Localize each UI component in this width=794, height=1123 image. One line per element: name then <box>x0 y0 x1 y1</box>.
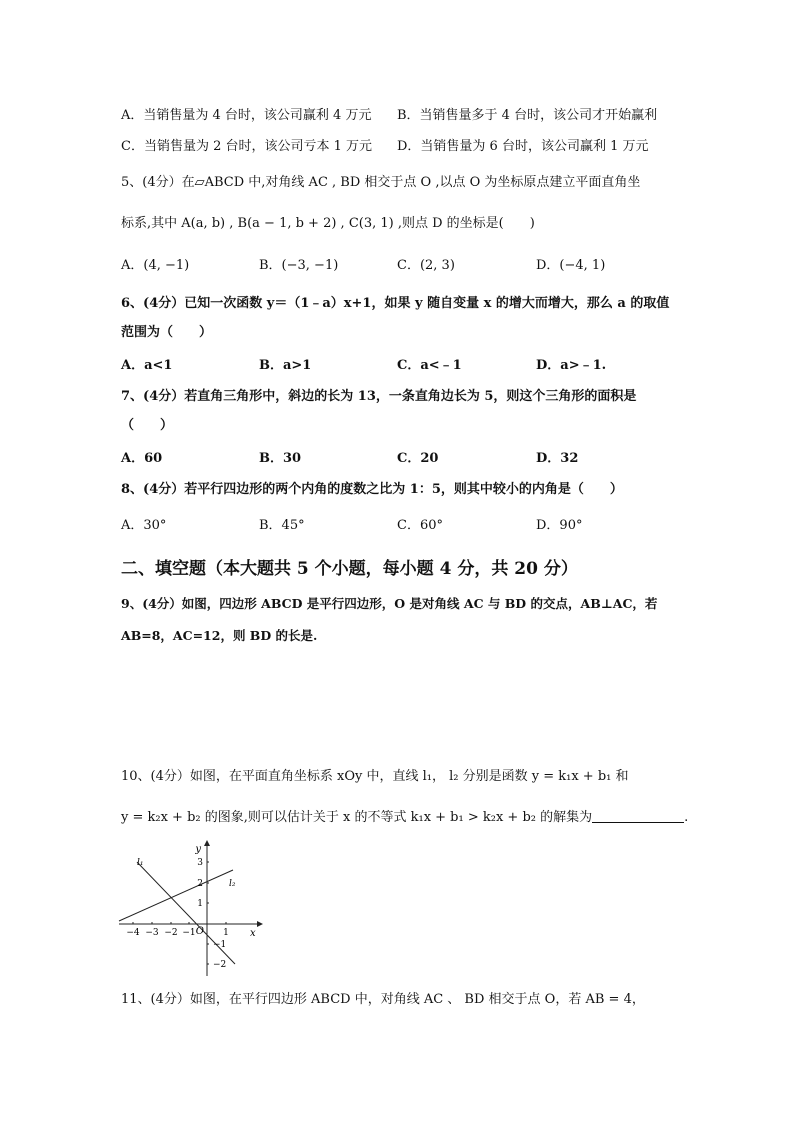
line-l1-label: l₁ <box>137 858 144 868</box>
q6-stem-line2: 范围为（ ） <box>121 325 213 340</box>
q5-option-b: B．(−3, −1) <box>259 258 339 273</box>
section-heading: 二、填空题（本大题共 5 个小题，每小题 4 分，共 20 分） <box>121 559 578 579</box>
q6-option-d: D．a>﹣1. <box>536 358 607 373</box>
line-l2-label: l₂ <box>229 879 236 889</box>
q5-option-d: D．(−4, 1) <box>536 258 606 273</box>
coordinate-graph <box>115 838 265 978</box>
q7-stem-line1: 7、(4分）若直角三角形中，斜边的长为 13，一条直角边长为 5，则这个三角形的面积是 <box>121 389 637 404</box>
q10-stem-line1: 10、(4分）如图，在平面直角坐标系 xOy 中，直线 l₁， l₂ 分别是函数 y = k₁x + b₁ 和 <box>121 769 629 784</box>
q8-option-a: A．30° <box>121 518 167 533</box>
q8-option-c: C．60° <box>397 518 443 533</box>
q10-stem-line2 <box>121 806 688 825</box>
q7-option-b: B．30 <box>259 451 302 466</box>
q8-stem-line1: 8、(4分）若平行四边形的两个内角的度数之比为 1：5，则其中较小的内角是（ ） <box>121 482 623 497</box>
y-tick-label: 3 <box>197 858 203 868</box>
x-tick-label: −2 <box>164 928 178 938</box>
x-tick-label: −1 <box>182 928 196 938</box>
q8-option-b: B．45° <box>259 518 305 533</box>
y-tick-label: 1 <box>197 899 203 909</box>
line-l2 <box>119 870 233 921</box>
q5-option-a: A．(4, −1) <box>121 258 190 273</box>
x-tick-label: −4 <box>126 928 140 938</box>
y-axis-label: y <box>195 844 201 855</box>
q5-option-c: C．(2, 3) <box>397 258 455 273</box>
q4-option-a: A．当销售量为 4 台时，该公司赢利 4 万元 <box>121 108 372 123</box>
q10-line2-period: . <box>684 810 689 825</box>
q4-option-d: D．当销售量为 6 台时，该公司赢利 1 万元 <box>397 139 649 154</box>
answer-blank[interactable] <box>592 810 684 823</box>
q11-stem-line1: 11、(4分）如图，在平行四边形 ABCD 中，对角线 AC 、 BD 相交于点 O，若 AB = 4， <box>121 992 645 1007</box>
q8-option-d: D．90° <box>536 518 583 533</box>
x-tick-label: 1 <box>223 928 229 938</box>
y-tick-label: −1 <box>213 940 227 950</box>
q5-stem-line2: 标系,其中 A(a, b) , B(a − 1, b + 2) , C(3, 1) ,则点 D 的坐标是( ) <box>121 216 535 231</box>
y-tick-label: 2 <box>197 879 203 889</box>
q6-option-b: B．a>1 <box>259 358 312 373</box>
q6-stem-line1: 6、(4分）已知一次函数 y＝（1﹣a）x+1，如果 y 随自变量 x 的增大而增大，那么 a 的取值 <box>121 296 670 311</box>
q10-line2-text: y = k₂x + b₂ 的图象,则可以估计关于 x 的不等式 k₁x + b₁ > k₂x + b₂ 的解集为 <box>121 810 593 825</box>
q7-option-a: A．60 <box>121 451 163 466</box>
q7-option-d: D．32 <box>536 451 579 466</box>
y-axis-arrow <box>204 840 210 846</box>
x-tick-label: −3 <box>145 928 159 938</box>
q9-stem-line2: AB=8，AC=12，则 BD 的长是. <box>121 628 318 643</box>
q4-option-c: C．当销售量为 2 台时，该公司亏本 1 万元 <box>121 139 373 154</box>
origin-label: O <box>195 926 204 937</box>
y-tick-label: −2 <box>213 960 227 970</box>
q9-stem-line1: 9、(4分）如图，四边形 ABCD 是平行四边形，O 是对角线 AC 与 BD 的交点，AB⊥AC，若 <box>121 596 658 611</box>
q7-option-c: C．20 <box>397 451 439 466</box>
q6-option-a: A．a<1 <box>121 358 173 373</box>
q4-option-b: B．当销售量多于 4 台时，该公司才开始赢利 <box>397 108 658 123</box>
x-axis-label: x <box>250 928 256 939</box>
q5-stem-line1: 5、(4分）在▱ABCD 中,对角线 AC , BD 相交于点 O ,以点 O 为坐标原点建立平面直角坐 <box>121 175 641 190</box>
q7-stem-line2: （ ） <box>121 418 174 433</box>
q6-option-c: C．a<﹣1 <box>397 358 462 373</box>
x-axis-arrow <box>257 921 263 927</box>
